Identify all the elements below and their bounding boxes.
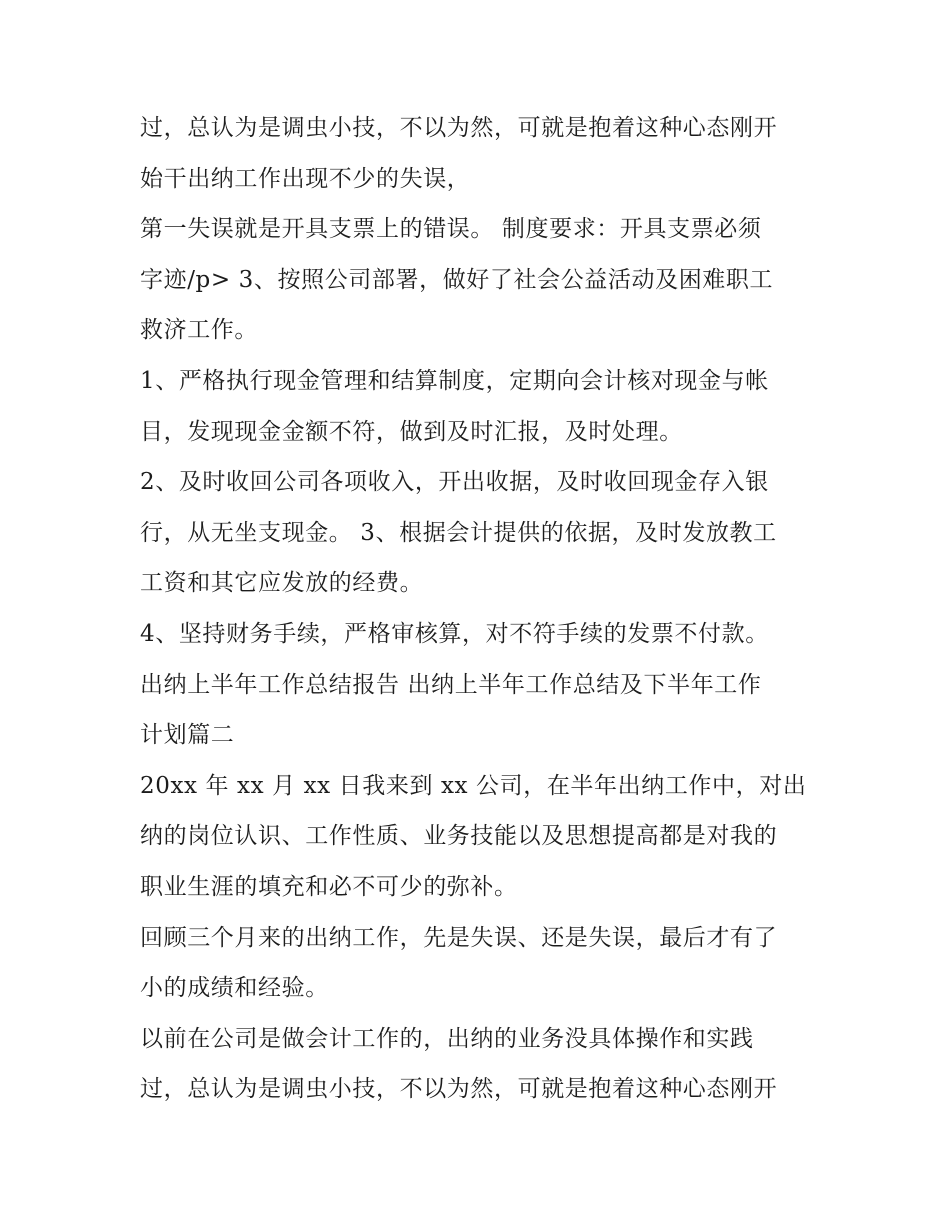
text-line: 过，总认为是调虫小技，不以为然，可就是抱着这种心态刚开 <box>140 1076 778 1103</box>
text-line: 回顾三个月来的出纳工作，先是失误、还是失误，最后才有了 <box>140 924 778 951</box>
text-line: 1、严格执行现金管理和结算制度，定期向会计核对现金与帐 <box>140 367 769 394</box>
text-line: 职业生涯的填充和必不可少的弥补。 <box>140 873 518 900</box>
text-line: 工资和其它应发放的经费。 <box>140 570 424 597</box>
text-line: 20xx 年 xx 月 xx 日我来到 xx 公司，在半年出纳工作中，对出 <box>140 772 807 799</box>
text-line: 第一失误就是开具支票上的错误。 制度要求：开具支票必须 <box>140 216 762 243</box>
document-body <box>140 103 820 1115</box>
text-line: 小的成绩和经验。 <box>140 975 329 1002</box>
text-line: 2、及时收回公司各项收入，开出收据，及时收回现金存入银 <box>140 469 769 496</box>
text-line: 字迹/p> 3、按照公司部署，做好了社会公益活动及困难职工 <box>140 266 774 293</box>
text-line: 4、坚持财务手续，严格审核算，对不符手续的发票不付款。 <box>140 620 769 647</box>
text-line: 计划篇二 <box>140 722 235 749</box>
text-line: 纳的岗位认识、工作性质、业务技能以及思想提高都是对我的 <box>140 823 778 850</box>
text-line: 行，从无坐支现金。 3、根据会计提供的依据，及时发放教工 <box>140 519 777 546</box>
text-line: 始干出纳工作出现不少的失误， <box>140 165 471 192</box>
text-line: 以前在公司是做会计工作的，出纳的业务没具体操作和实践 <box>140 1025 754 1052</box>
text-line: 出纳上半年工作总结报告 出纳上半年工作总结及下半年工作 <box>140 671 762 698</box>
text-line: 目，发现现金金额不符，做到及时汇报，及时处理。 <box>140 418 683 445</box>
text-line: 过，总认为是调虫小技，不以为然，可就是抱着这种心态刚开 <box>140 115 778 141</box>
text-line: 救济工作。 <box>140 317 258 344</box>
